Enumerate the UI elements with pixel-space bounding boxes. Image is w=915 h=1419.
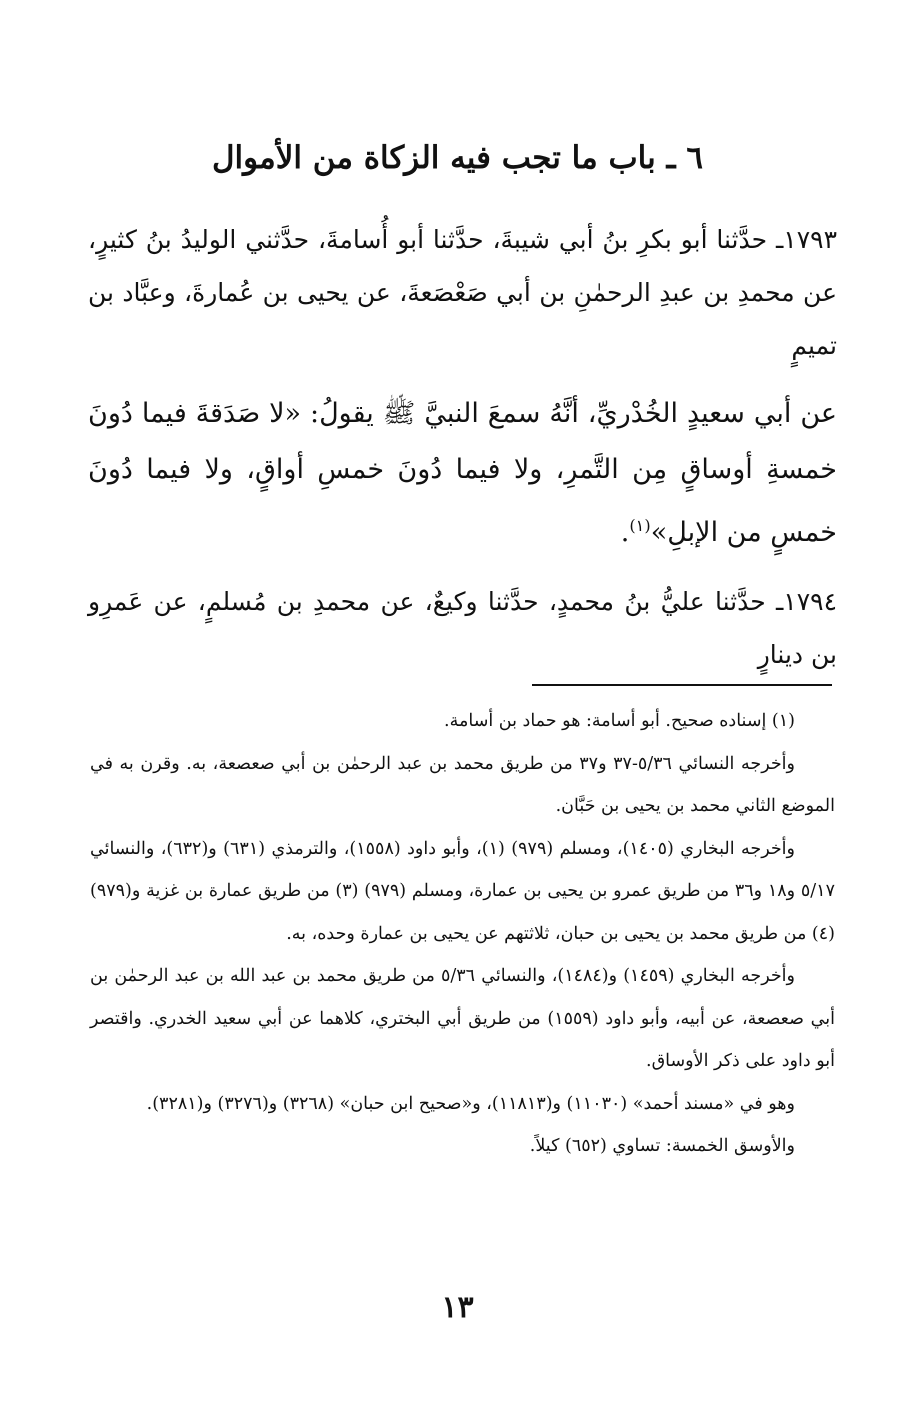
footnote-1: (١) إسناده صحيح. أبو أسامة: هو حماد بن أسامة. <box>444 711 795 731</box>
footnote-paragraph: وهو في «مسند أحمد» (١١٠٣٠) و(١١٨١٣)، و«صحيح ابن حبان» (٣٢٦٨) و(٣٢٧٦) و(٣٢٨١). <box>146 1093 795 1114</box>
footnote-separator <box>532 684 832 686</box>
footnote-paragraph: وأخرجه البخاري (١٤٠٥)، ومسلم (٩٧٩) (١)، وأبو داود (١٥٥٨)، والترمذي (٦٣١) و(٦٣٢)، والنسائي ٥/١٧ و١٨ و٣٦ من طريق عمرو بن يحيى بن عمارة، ومسلم (٩٧٩) (٣) من طريق عمارة بن غزية و(٩٧٩) (٤) من طريق محمد بن يحيى بن حبان، ثلاثتهم عن يحيى بن عمارة وحده، به. <box>90 838 835 944</box>
hadith-1793-matn-text: عن أبي سعيدٍ الخُدْريِّ، أنَّهُ سمعَ النبيَّ ﷺ يقولُ: «لا صَدَقةَ فيما دُونَ خمسةِ أوساقٍ مِن التَّمرِ، ولا فيما دُونَ خمسِ أواقٍ، ولا فيما دُونَ خمسٍ من الإبلِ» <box>88 398 837 548</box>
footnote-paragraph: والأوسق الخمسة: تساوي (٦٥٢) كيلاً. <box>529 1136 795 1156</box>
footnote-paragraph: وأخرجه البخاري (١٤٥٩) و(١٤٨٤)، والنسائي ٥/٣٦ من طريق محمد بن عبد الله بن عبد الرحمٰن بن أبي صعصعة، عن أبيه، وأبو داود (١٥٥٩) من طريق أبي البختري، كلاهما عن أبي سعيد الخدري. واقتصر أبو داود على ذكر الأوساق. <box>90 966 835 1071</box>
hadith-1793-matn <box>88 386 837 561</box>
footnote-paragraph: وأخرجه النسائي ٥/٣٦-٣٧ و٣٧ من طريق محمد بن عبد الرحمٰن بن أبي صعصعة، به. وقرن به في الموضع الثاني محمد بن يحيى بن حَبَّان. <box>90 753 835 816</box>
footnotes <box>90 700 835 1168</box>
page-number: ١٣ <box>441 1290 474 1325</box>
footnote-reference: (١) <box>629 516 651 535</box>
hadith-1793-isnad: ١٧٩٣ـ حدَّثنا أبو بكرِ بنُ أبي شيبةَ، حدَّثنا أبو أُسامةَ، حدَّثني الوليدُ بنُ كثيرٍ، عن محمدِ بن عبدِ الرحمٰنِ بن أبي صَعْصَعةَ، عن يحيى بن عُمارةَ، وعبَّاد بن تميمٍ <box>88 225 837 360</box>
chapter-heading: ٦ ـ باب ما تجب فيه الزكاة من الأموال <box>211 140 704 176</box>
matn-end-punctuation: . <box>620 517 630 548</box>
hadith-1794-isnad: ١٧٩٤ـ حدَّثنا عليُّ بنُ محمدٍ، حدَّثنا وكيعٌ، عن محمدِ بن مُسلمٍ، عن عَمرِو بن دينارٍ <box>88 587 837 669</box>
